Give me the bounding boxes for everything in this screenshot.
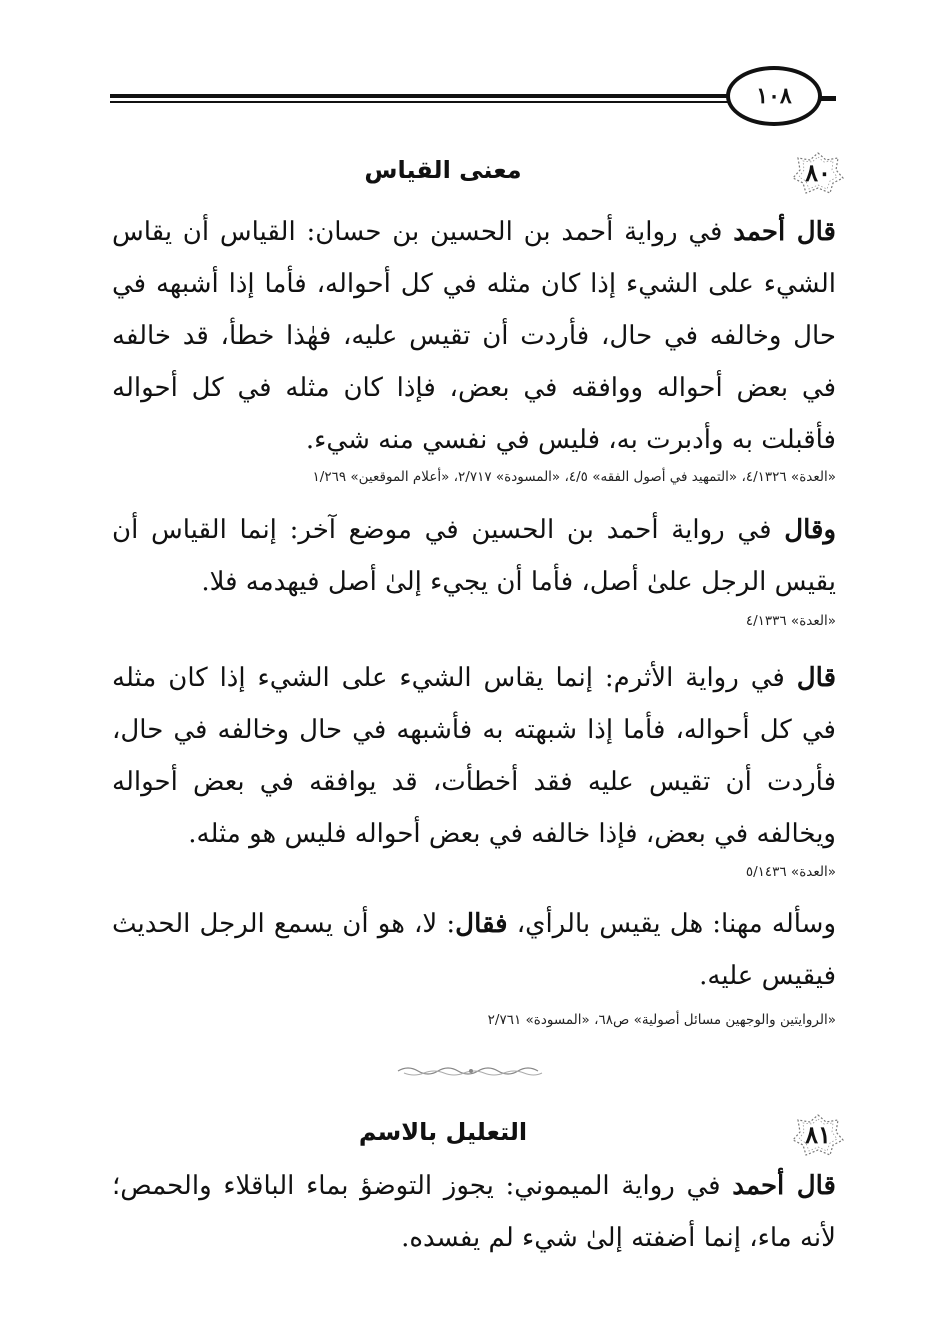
paragraph-text: : لا، هو أن يسمع الرجل الحديث فيقيس عليه. [112, 909, 836, 991]
paragraph [112, 1160, 836, 1264]
speaker-lead: قال أحمد [733, 217, 836, 247]
paragraph [112, 504, 836, 608]
paragraph-text: في رواية الأثرم: إنما يقاس الشيء على الشيء إذا كان مثله في كل أحواله، فأما إذا شبهته به فأشبهه في حال وخالفه في حال، فأردت أن تقيس عليه فقد أخطأت، قد يوافقه في بعض أحواله ويخالفه في بعض، فإذا خالفه في بعض أحواله فليس هو مثله. [112, 663, 836, 849]
header-rule [110, 94, 730, 98]
section-title: معنى القياس [364, 156, 522, 184]
section-title: التعليل بالاسم [358, 1118, 528, 1146]
paragraph [112, 652, 836, 860]
section-number: ٨١ [805, 1120, 831, 1149]
section-header-81 [110, 1112, 846, 1162]
section-badge [790, 150, 846, 196]
header-rule-thin [110, 101, 730, 103]
citation: «الروايتين والوجهين مسائل أصولية» ص٦٨، «المسودة» ٢/٧٦١ [487, 1012, 836, 1028]
citation: «العدة» ٤/١٣٢٦، «التمهيد في أصول الفقه» ٤/٥، «المسودة» ٢/٧١٧، «أعلام الموقعين» ١/٢٦٩ [312, 469, 836, 485]
paragraph [112, 898, 836, 1002]
section-header-80 [110, 150, 846, 200]
paragraph-text-pre: وسأله مهنا: هل يقيس بالرأي، [507, 909, 836, 939]
paragraph-text: في رواية الميموني: يجوز التوضؤ بماء الباقلاء والحمص؛ لأنه ماء، إنما أضفته إلىٰ شيء لم يفسده. [112, 1171, 836, 1253]
page-number: ١٠٨ [726, 66, 822, 126]
citation: «العدة» ٥/١٤٣٦ [745, 864, 836, 880]
speaker-lead: قال أحمد [732, 1171, 836, 1201]
paragraph-text: في رواية أحمد بن الحسين في موضع آخر: إنما القياس أن يقيس الرجل علىٰ أصل، فأما أن يجيء إلىٰ أصل فيهدمه فلا. [112, 515, 836, 597]
section-number: ٨٠ [805, 158, 831, 187]
citation: «العدة» ٤/١٣٣٦ [745, 613, 836, 629]
paragraph-text: في رواية أحمد بن الحسين بن حسان: القياس أن يقاس الشيء على الشيء إذا كان مثله في كل أحواله، فأما إذا أشبهه في حال وخالفه في حال، فأردت أن تقيس عليه، فهٰذا خطأ، قد خالفه في بعض أحواله ووافقه في بعض، فإذا كان مثله في كل أحواله فأقبلت به وأدبرت به، فليس في نفسي منه شيء. [112, 217, 836, 455]
speaker-lead: قال [796, 663, 836, 693]
section-badge [790, 1112, 846, 1158]
speaker-lead: فقال [455, 909, 508, 939]
ornamental-divider [396, 1064, 546, 1078]
speaker-lead: وقال [784, 515, 836, 545]
paragraph [112, 206, 836, 466]
